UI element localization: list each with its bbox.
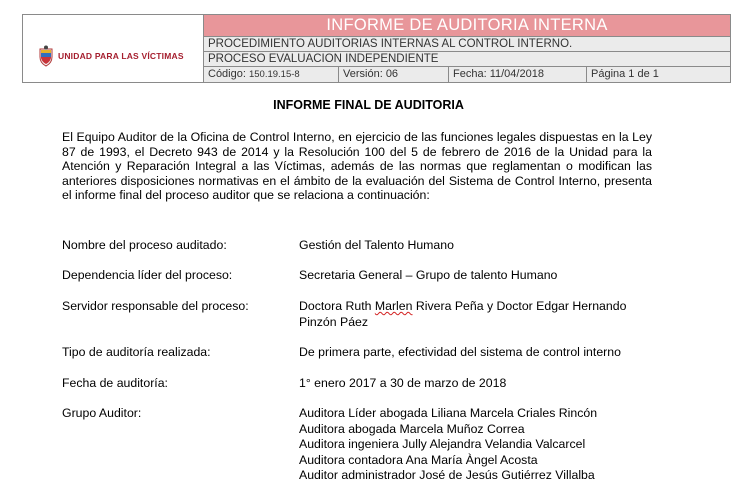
code-value: 150.19.15-8 [248, 69, 300, 80]
coat-of-arms-icon [37, 45, 55, 67]
meta-cell [204, 67, 731, 83]
spellcheck-word: Marlen [374, 299, 413, 313]
field-label-audit-group: Grupo Auditor: [62, 406, 142, 420]
intro-paragraph: El Equipo Auditor de la Oficina de Control Interno, en ejercicio de las funciones legales dispuestas en la Ley 87 de 1993, el Decreto 943 de 2014 y la Resolución 100 del 5 de febrero de 2016 de la Unidad para la Atención y Reparación Integral a las Víctimas, además de las normas que reglamentan o modifican las anteriores disposiciones normativas en el ámbito de la evaluación del Sistema de Control Interno, presenta el informe final del proceso auditor que se relaciona a continuación: [62, 130, 652, 203]
unidad-victimas-logo [37, 45, 184, 67]
document-title: INFORME FINAL DE AUDITORIA [273, 98, 464, 112]
auditor-line: Auditor administrador José de Jesús Gutiérrez Villalba [299, 468, 595, 482]
report-title: INFORME DE AUDITORIA INTERNA [204, 15, 731, 37]
procedure-name: PROCEDIMIENTO AUDITORIAS INTERNAS AL CONTROL INTERNO. [204, 37, 731, 52]
field-value-department: Secretaria General – Grupo de talento Humano [299, 268, 558, 282]
field-value-audit-date: 1° enero 2017 a 30 de marzo de 2018 [299, 376, 507, 390]
version-value: 06 [385, 68, 399, 80]
date-value: 11/04/2018 [489, 68, 544, 80]
field-label-responsible: Servidor responsable del proceso: [62, 299, 249, 313]
version-field [339, 67, 449, 82]
field-value-audit-type: De primera parte, efectividad del sistema de control interno [299, 345, 621, 359]
auditor-line: Auditora Líder abogada Liliana Marcela Criales Rincón [299, 406, 598, 420]
document-header [22, 14, 731, 83]
meta-row [204, 67, 730, 82]
field-label-department: Dependencia líder del proceso: [62, 268, 233, 282]
auditor-line: Auditora ingeniera Jully Alejandra Velandia Valcarcel [299, 437, 586, 451]
date-field [449, 67, 587, 82]
responsible-text-c: Rivera Peña y Doctor Edgar Hernando Pinzón Páez [299, 299, 627, 329]
auditor-line: Auditora abogada Marcela Muñoz Correa [299, 421, 525, 436]
field-value-responsible [299, 299, 659, 330]
field-value-audit-group [299, 406, 659, 484]
date-label: Fecha: [453, 68, 487, 80]
field-value-process: Gestión del Talento Humano [299, 238, 454, 252]
responsible-text-a: Doctora Ruth [299, 299, 375, 313]
logo-cell [23, 15, 204, 83]
field-label-process: Nombre del proceso auditado: [62, 238, 227, 252]
field-label-audit-type: Tipo de auditoría realizada: [62, 345, 211, 359]
field-label-audit-date: Fecha de auditoría: [62, 376, 168, 390]
page-count: Página 1 de 1 [587, 67, 730, 82]
logo-text: UNIDAD PARA LAS VÍCTIMAS [58, 51, 184, 61]
process-name: PROCESO EVALUACION INDEPENDIENTE [204, 52, 731, 67]
code-field [204, 67, 339, 82]
version-label: Versión: [343, 68, 383, 80]
auditor-line: Auditora contadora Ana María Àngel Acosta [299, 452, 538, 467]
code-label: Código: [208, 68, 246, 80]
